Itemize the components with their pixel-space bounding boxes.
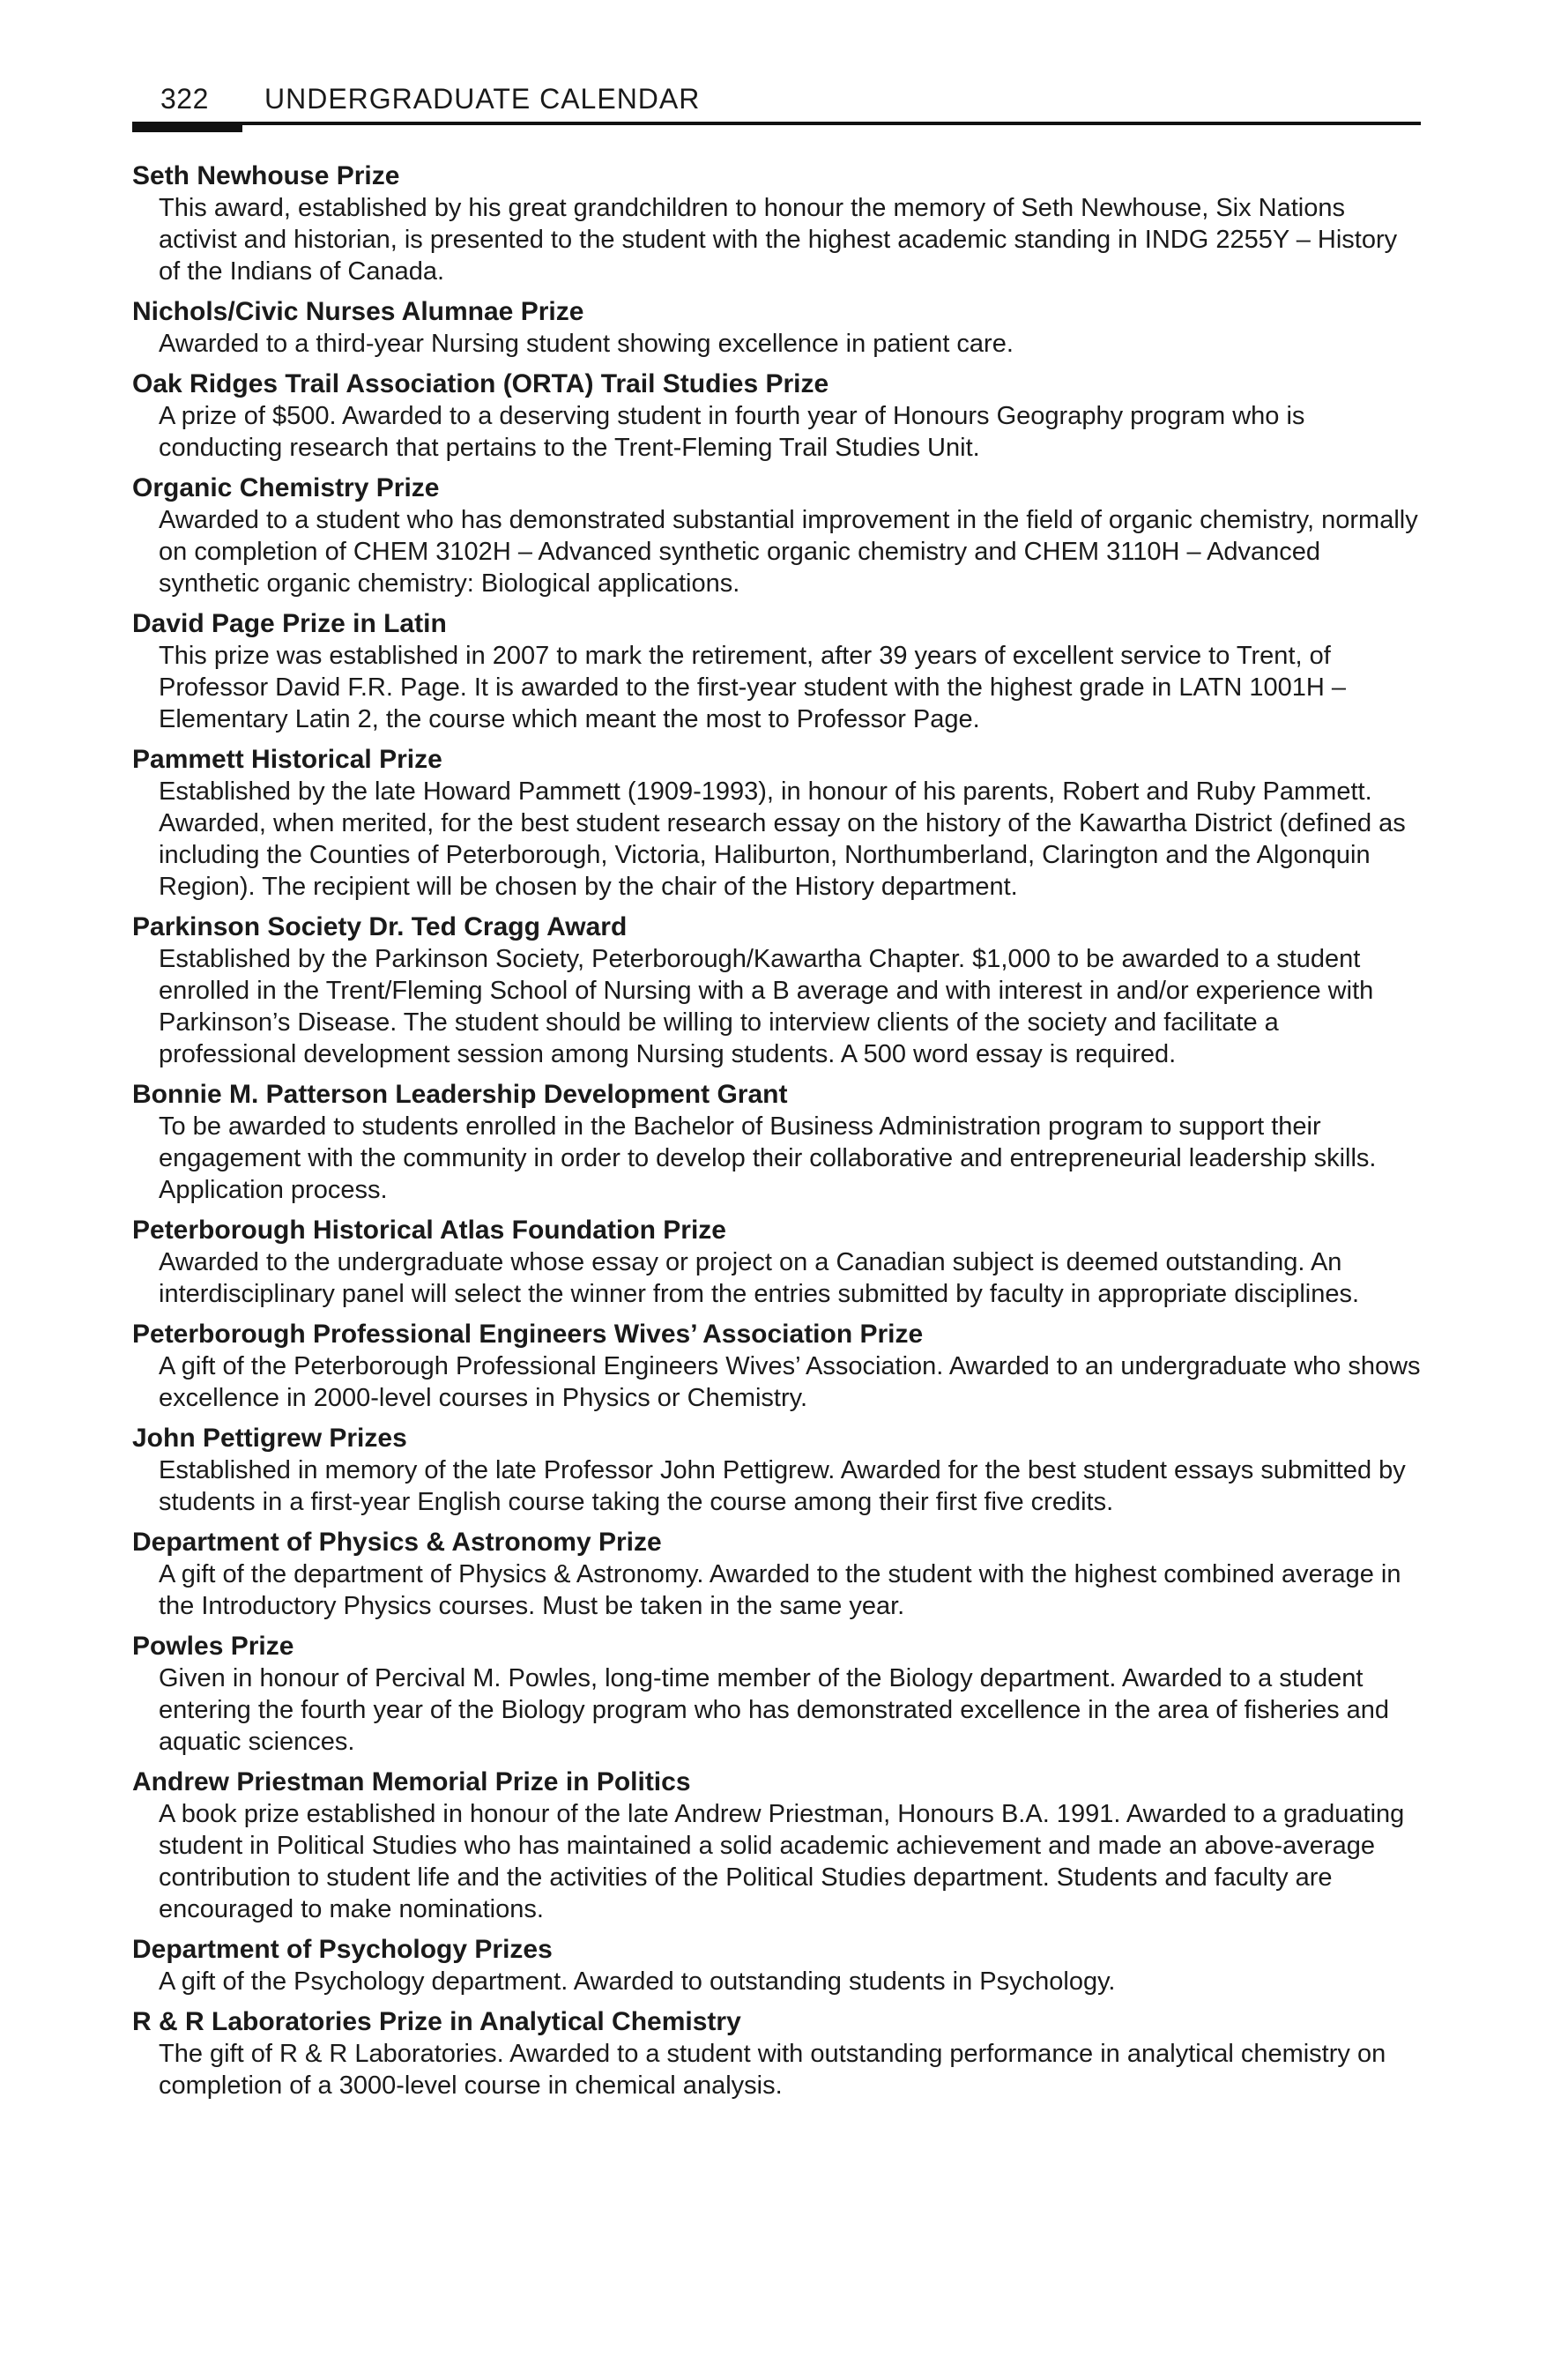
prize-title: Seth Newhouse Prize: [132, 161, 400, 190]
prize-entry: [132, 1319, 1421, 1414]
prize-entry: [132, 1631, 1421, 1758]
prize-title: Nichols/Civic Nurses Alumnae Prize: [132, 297, 584, 326]
prize-title: Department of Psychology Prizes: [132, 1935, 553, 1964]
prize-entry: [132, 744, 1421, 903]
page-header: [132, 76, 1421, 125]
prize-description: Awarded to a student who has demonstrated substantial improvement in the field of organic chemistry, normally on completion of CHEM 3102H – Advanced synthetic organic chemistry and CHEM 3110H – Advanced synthetic organic chemistry: Biological applications.: [159, 506, 1418, 598]
prize-description: Awarded to a third-year Nursing student showing excellence in patient care.: [159, 330, 1014, 358]
prize-description: This award, established by his great grandchildren to honour the memory of Seth Newhouse, Six Nations activist and historian, is presented to the student with the highest academic standing in INDG 2255Y – History of the Indians of Canada.: [159, 194, 1398, 286]
prize-description: Awarded to the undergraduate whose essay or project on a Canadian subject is deemed outstanding. An interdisciplinary panel will select the winner from the entries submitted by faculty in appropriate disciplines.: [159, 1248, 1360, 1308]
prize-entry: [132, 368, 1421, 464]
prize-description: A gift of the Peterborough Professional Engineers Wives’ Association. Awarded to an undergraduate who shows excellence in 2000-level courses in Physics or Chemistry.: [159, 1352, 1421, 1412]
prize-entry: [132, 296, 1421, 360]
prize-title: Department of Physics & Astronomy Prize: [132, 1528, 662, 1557]
prize-description: Established in memory of the late Professor John Pettigrew. Awarded for the best student essays submitted by students in a first-year English course taking the course among their first five credits.: [159, 1456, 1406, 1516]
prize-description: This prize was established in 2007 to mark the retirement, after 39 years of excellent service to Trent, of Professor David F.R. Page. It is awarded to the first-year student with the highest grade in LATN 1001H – Elementary Latin 2, the course which meant the most to Professor Page.: [159, 642, 1347, 733]
prize-description: A gift of the Psychology department. Awarded to outstanding students in Psychology.: [159, 1967, 1116, 1996]
prize-description: To be awarded to students enrolled in the Bachelor of Business Administration program to support their engagement with the community in order to develop their collaborative and entrepreneurial leadership skills. Application process.: [159, 1112, 1377, 1204]
prize-description: Established by the late Howard Pammett (1909-1993), in honour of his parents, Robert and Ruby Pammett. Awarded, when merited, for the best student research essay on the history of the Kawartha District (defined as including the Counties of Peterborough, Victoria, Haliburton, Northumberland, Clarington and the Algonquin Region). The recipient will be chosen by the chair of the History department.: [159, 777, 1406, 901]
header-rule: [132, 122, 1421, 125]
prize-entry: [132, 472, 1421, 599]
header-tab: [132, 122, 242, 132]
prize-title: Pammett Historical Prize: [132, 745, 442, 774]
prize-entry: [132, 1527, 1421, 1622]
prize-title: R & R Laboratories Prize in Analytical Chemistry: [132, 2007, 741, 2036]
prize-entry: [132, 1423, 1421, 1518]
prize-title: Peterborough Historical Atlas Foundation Prize: [132, 1216, 726, 1245]
prize-entry: [132, 1934, 1421, 1997]
page-number: 322: [160, 83, 209, 115]
prize-title: Peterborough Professional Engineers Wives’ Association Prize: [132, 1320, 924, 1349]
prize-entry: [132, 1215, 1421, 1310]
prize-description: Established by the Parkinson Society, Peterborough/Kawartha Chapter. $1,000 to be awarded to a student enrolled in the Trent/Fleming School of Nursing with a B average and with interest in and/or experience with Parkinson’s Disease. The student should be willing to interview clients of the society and facilitate a professional development session among Nursing students. A 500 word essay is required.: [159, 945, 1374, 1068]
running-title: UNDERGRADUATE CALENDAR: [264, 83, 701, 115]
prize-description: A book prize established in honour of the late Andrew Priestman, Honours B.A. 1991. Awarded to a graduating student in Political Studies who has maintained a solid academic achievement and made an above-average contribution to student life and the activities of the Political Studies department. Students and faculty are encouraged to make nominations.: [159, 1800, 1405, 1923]
prize-entry: [132, 160, 1421, 287]
prize-title: Powles Prize: [132, 1632, 294, 1661]
prize-description: The gift of R & R Laboratories. Awarded to a student with outstanding performance in analytical chemistry on completion of a 3000-level course in chemical analysis.: [159, 2040, 1386, 2100]
prize-list: [132, 160, 1421, 2110]
prize-title: John Pettigrew Prizes: [132, 1424, 407, 1453]
prize-title: Andrew Priestman Memorial Prize in Politics: [132, 1767, 691, 1796]
prize-title: Parkinson Society Dr. Ted Cragg Award: [132, 912, 628, 941]
prize-description: A prize of $500. Awarded to a deserving student in fourth year of Honours Geography program who is conducting research that pertains to the Trent-Fleming Trail Studies Unit.: [159, 402, 1305, 462]
prize-title: Bonnie M. Patterson Leadership Development Grant: [132, 1080, 788, 1109]
prize-title: Oak Ridges Trail Association (ORTA) Trail Studies Prize: [132, 369, 829, 398]
prize-entry: [132, 2006, 1421, 2101]
prize-entry: [132, 1079, 1421, 1206]
prize-entry: [132, 1766, 1421, 1925]
prize-title: Organic Chemistry Prize: [132, 473, 440, 502]
prize-description: Given in honour of Percival M. Powles, long-time member of the Biology department. Awarded to a student entering the fourth year of the Biology program who has demonstrated excellence in the area of fisheries and aquatic sciences.: [159, 1664, 1390, 1756]
prize-entry: [132, 608, 1421, 735]
prize-title: David Page Prize in Latin: [132, 609, 447, 638]
prize-description: A gift of the department of Physics & Astronomy. Awarded to the student with the highest combined average in the Introductory Physics courses. Must be taken in the same year.: [159, 1560, 1401, 1620]
prize-entry: [132, 911, 1421, 1070]
